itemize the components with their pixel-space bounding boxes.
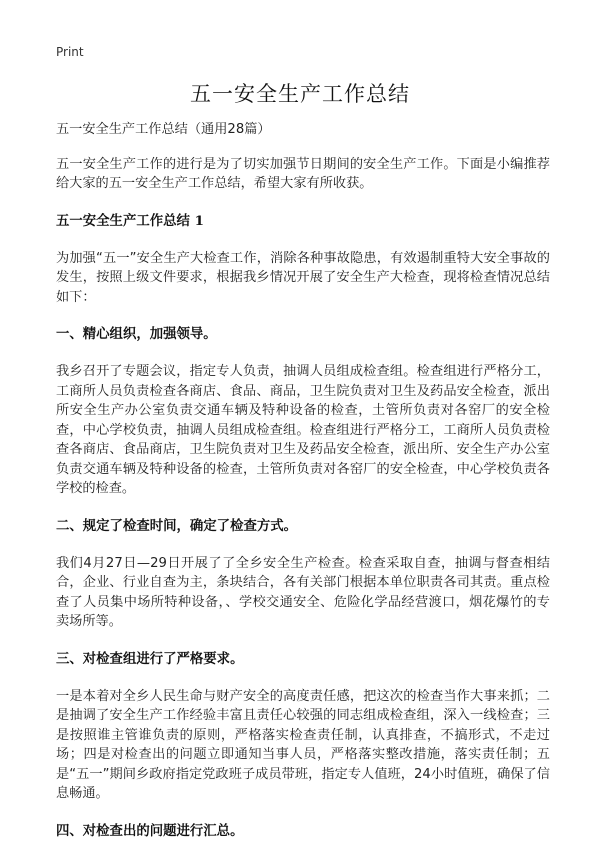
heading-4: 四、对检查出的问题进行汇总。 — [56, 823, 244, 839]
paragraph-2: 我们4月27日—29日开展了了全乡安全生产检查。检查采取自查，抽调与督查相结合，企业、行业自查为主，条块结合，各有关部门根据本单位职责各司其责。重点检查了人员集中场所特种设备，、学校交通安全、危险化学品经营渡口，烟花爆竹的专卖场所等。 — [56, 555, 550, 629]
section-intro-paragraph: 为加强“五一”安全生产大检查工作，消除各种事故隐患，有效遏制重特大安全事故的发生，按照上级文件要求，根据我乡情况开展了安全生产大检查，现将检查情况总结如下： — [56, 250, 550, 305]
paragraph-3: 一是本着对全乡人民生命与财产安全的高度责任感，把这次的检查当作大事来抓；二是抽调了安全生产工作经验丰富且责任心较强的同志组成检查组，深入一线检查；三是按照谁主管谁负责的原则，严格落实检查责任制，认真排查，不搞形式，不走过场；四是对检查出的问题立即通知当事人员，严格落实整改措施，落实责任制；五是“五一”期间乡政府指定党政班子成员带班，指定专人值班，24小时值班，确保了信息畅通。 — [56, 688, 550, 801]
heading-2: 二、规定了检查时间，确定了检查方式。 — [56, 518, 298, 534]
section-title: 五一安全生产工作总结 1 — [56, 212, 204, 229]
heading-3: 三、对检查组进行了严格要求。 — [56, 651, 244, 667]
intro-paragraph: 五一安全生产工作的进行是为了切实加强节日期间的安全生产工作。下面是小编推荐给大家的五一安全生产工作总结，希望大家有所收获。 — [56, 156, 550, 191]
document-body — [56, 120, 550, 859]
page-title: 五一安全生产工作总结 — [190, 82, 410, 106]
heading-1: 一、精心组织，加强领导。 — [56, 327, 217, 342]
paragraph-1: 我乡召开了专题会议，指定专人负责，抽调人员组成检查组。检查组进行严格分工，工商所人员负责检查各商店、食品、商品，卫生院负责对卫生及药品安全检查，派出所安全生产办公室负责交通车辆及特种设备的检查，土管所负责对各窑厂的安全检查，中心学校负责，抽调人员组成检查组。检查组进行严格分工，工商所人员负责检查各商店、食品商店，卫生院负责对卫生及药品安全检查，派出所、安全生产办公室负责交通车辆及特种设备的检查，土管所负责对各窑厂的安全检查，中心学校负责各学校的检查。 — [56, 364, 550, 496]
print-link[interactable]: Print — [56, 45, 84, 59]
document-subtitle: 五一安全生产工作总结（通用28篇） — [56, 122, 271, 137]
